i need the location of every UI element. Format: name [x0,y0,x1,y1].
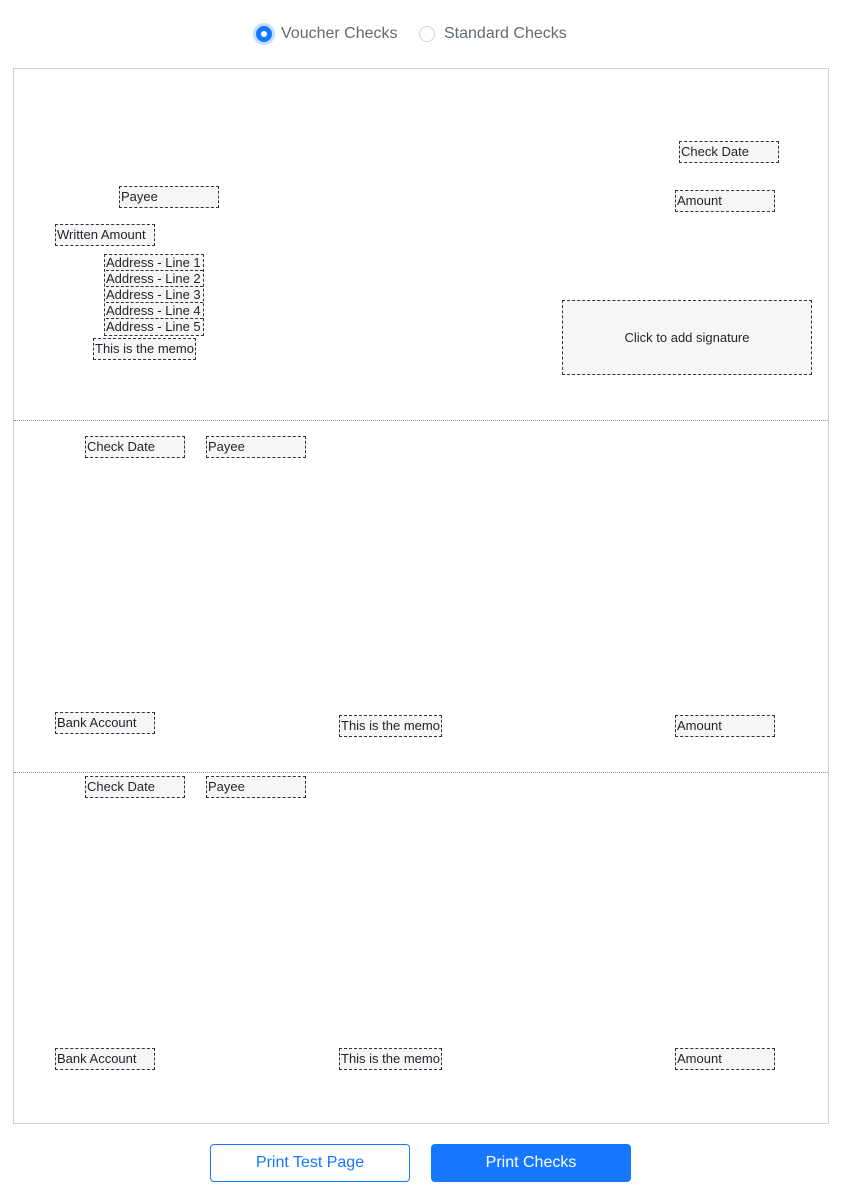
check-layout-sheet [13,68,829,1124]
standard-checks-label[interactable]: Standard Checks [444,25,567,42]
voucher-checks-label[interactable]: Voucher Checks [281,25,398,42]
memo-field[interactable]: This is the memo [93,338,196,360]
check-date-field[interactable]: Check Date [679,141,779,163]
stub2-amount-field[interactable]: Amount [675,1048,775,1070]
add-signature-button[interactable]: Click to add signature [562,300,812,375]
stub2-memo-field[interactable]: This is the memo [339,1048,442,1070]
stub1-memo-field[interactable]: This is the memo [339,715,442,737]
address-line-4: Address - Line 4 [106,303,203,319]
print-checks-button[interactable]: Print Checks [431,1144,631,1182]
stub1-amount-field[interactable]: Amount [675,715,775,737]
check-type-radio-group [0,22,842,46]
written-amount-field[interactable]: Written Amount [55,224,155,246]
check-stub-divider [14,420,828,421]
address-line-3: Address - Line 3 [106,287,203,303]
stub1-bank-account-field[interactable]: Bank Account [55,712,155,734]
stub2-payee-field[interactable]: Payee [206,776,306,798]
voucher-checks-radio[interactable] [256,22,398,46]
stub1-payee-field[interactable]: Payee [206,436,306,458]
amount-field[interactable]: Amount [675,190,775,212]
print-test-page-button[interactable]: Print Test Page [210,1144,410,1182]
address-line-1: Address - Line 1 [106,255,203,271]
address-line-5: Address - Line 5 [106,319,201,334]
address-line-2: Address - Line 2 [106,271,203,287]
stub2-check-date-field[interactable]: Check Date [85,776,185,798]
payee-field[interactable]: Payee [119,186,219,208]
radio-checked-icon[interactable] [256,26,272,42]
radio-unchecked-icon[interactable] [419,26,435,42]
stub1-check-date-field[interactable]: Check Date [85,436,185,458]
stub-divider [14,772,828,773]
payee-address-block[interactable] [104,254,204,336]
stub2-bank-account-field[interactable]: Bank Account [55,1048,155,1070]
standard-checks-radio[interactable] [419,22,567,46]
